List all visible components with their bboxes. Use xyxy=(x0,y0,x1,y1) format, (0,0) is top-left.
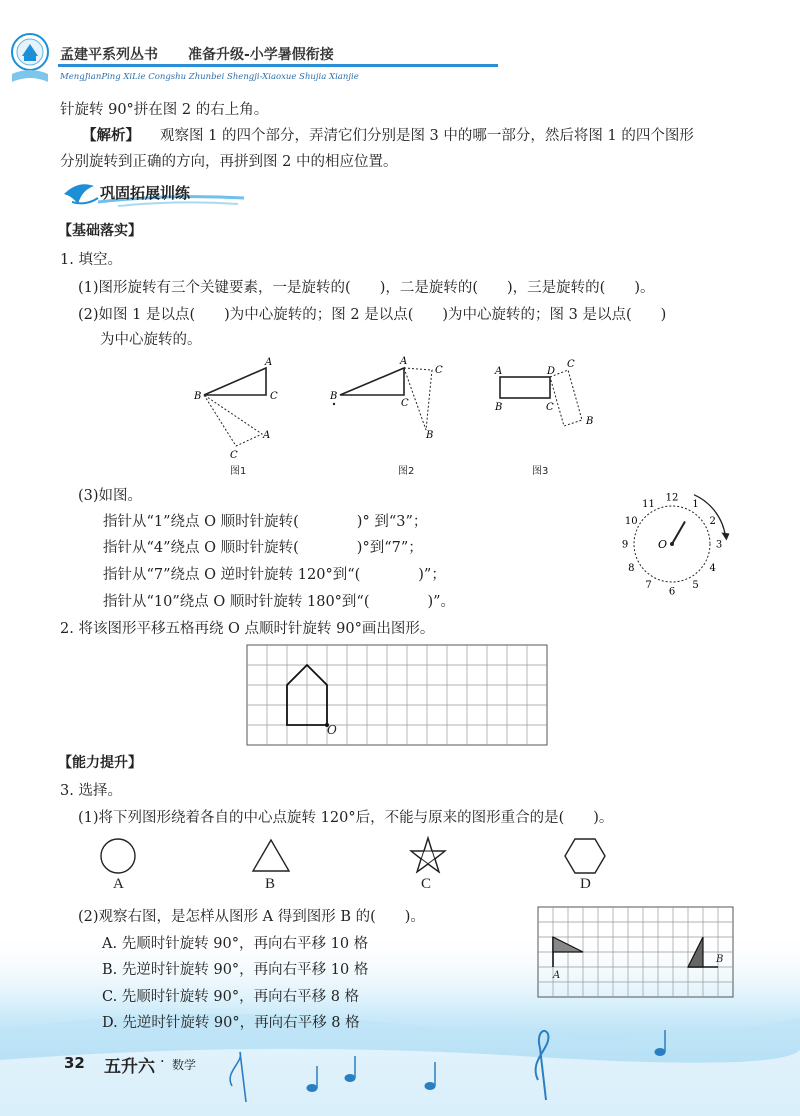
analysis-line-2: 分别旋转到正确的方向，再拼到图 2 中的相应位置。 xyxy=(60,154,398,170)
figure-1 xyxy=(193,357,278,461)
figure-3 xyxy=(494,359,593,427)
analysis-line-1: 观察图 1 的四个部分，弄清它们分别是图 3 中的哪一部分，然后将图 1 的四个图形 xyxy=(160,128,694,144)
clock-number-4: 4 xyxy=(709,563,716,574)
fig2-caption: 图2 xyxy=(398,466,415,477)
grid-border xyxy=(247,645,547,745)
footer-grade: 五升六 xyxy=(104,1057,155,1077)
footer-dot: · xyxy=(160,1054,165,1070)
clock-center-dot xyxy=(670,542,674,546)
section-title: 巩固拓展训练 xyxy=(100,184,191,202)
fig1-caption: 图1 xyxy=(230,466,247,477)
series-name: 孟建平系列丛书 xyxy=(60,47,158,63)
clock-diagram xyxy=(612,490,742,602)
fig1-label-c: C xyxy=(270,391,278,402)
analysis-label: 【解析】 xyxy=(82,128,140,144)
q3-option-d: D. 先逆时针旋转 90°，再向右平移 8 格 xyxy=(102,1015,360,1031)
hexagon-shape xyxy=(565,839,605,873)
rotation-grid xyxy=(536,905,736,1001)
q2-title: 2. 将该图形平移五格再绕 O 点顺时针旋转 90°画出图形。 xyxy=(60,621,435,637)
shape-label-a: A xyxy=(113,876,124,892)
fig3-label-b: B xyxy=(495,402,503,413)
clock-number-11: 11 xyxy=(642,498,655,510)
book-title: 准备升级-小学暑假衔接 xyxy=(188,47,334,63)
fig3-caption: 图3 xyxy=(532,466,549,477)
q1-part1: (1)图形旋转有三个关键要素，一是旋转的( )，二是旋转的( )，三是旋转的( )。 xyxy=(78,280,655,296)
q3-part2: (2)观察右图，是怎样从图形 A 得到图形 B 的( )。 xyxy=(78,909,425,925)
choice-shapes xyxy=(95,832,615,880)
page-number: 32 xyxy=(64,1054,85,1072)
fig3-label-c: C xyxy=(546,402,554,413)
fig1-label-a: A xyxy=(265,357,273,368)
clock-number-5: 5 xyxy=(692,580,699,592)
shape-label-c: C xyxy=(421,876,432,892)
header-pinyin: MengJianPing XiLie Congshu Zhunbei Shengji-Xiaoxue Shujia Xianjie xyxy=(60,72,359,82)
fig2-label-c2: C xyxy=(435,365,443,376)
clock-arrow-head xyxy=(721,532,729,540)
q3-title: 3. 选择。 xyxy=(60,783,122,799)
q1-part3-line-2: 指针从“4”绕点 O 顺时针旋转( )°到“7”； xyxy=(103,540,423,556)
clock-number-10: 10 xyxy=(624,516,638,527)
clock-number-3: 3 xyxy=(715,539,723,551)
grid-label-b: B xyxy=(716,954,724,965)
clock-number-6: 6 xyxy=(668,586,676,598)
clock-number-2: 2 xyxy=(709,516,716,527)
q1-part3-line-1: 指针从“1”绕点 O 顺时针旋转( )° 到“3”； xyxy=(103,514,428,530)
q3-option-b: B. 先逆时针旋转 90°，再向右平移 10 格 xyxy=(102,962,369,978)
clock-center-label: O xyxy=(658,538,668,551)
q3-option-c: C. 先顺时针旋转 90°，再向右平移 8 格 xyxy=(102,989,360,1005)
clock-number-12: 12 xyxy=(665,492,679,504)
advanced-label: 【能力提升】 xyxy=(58,755,142,771)
fig2-label-c: C xyxy=(401,398,409,409)
fig3-label-a: A xyxy=(495,366,503,377)
header xyxy=(0,0,800,100)
fig2-label-b: B xyxy=(330,391,338,402)
grid-label-a: A xyxy=(553,970,561,981)
q1-part3-line-4: 指针从“10”绕点 O 顺时针旋转 180°到“( )”。 xyxy=(103,594,456,610)
footer-subject: 数学 xyxy=(172,1058,197,1072)
fig3-label-b2: B xyxy=(586,416,594,427)
q1-part3-title: (3)如图。 xyxy=(78,488,143,504)
translation-grid xyxy=(245,643,549,747)
clock-number-9: 9 xyxy=(621,539,629,551)
clock-number-1: 1 xyxy=(692,498,699,510)
shape-label-b: B xyxy=(265,876,276,892)
q1-part2-line2: 为中心旋转的。 xyxy=(100,332,202,348)
q1-part3-line-3: 指针从“7”绕点 O 逆时针旋转 120°到“( )”； xyxy=(103,567,446,583)
fig2-label-b2: B xyxy=(426,430,434,441)
shape-label-d: D xyxy=(580,876,591,892)
fig1-label-b: B xyxy=(194,391,202,402)
fig3-label-c2: C xyxy=(567,359,575,370)
q1-part2-line1: (2)如图 1 是以点( )为中心旋转的；图 2 是以点( )为中心旋转的；图 3 是以点( ) xyxy=(78,307,667,323)
rotation-figures xyxy=(190,352,610,477)
q3-part1: (1)将下列图形绕着各自的中心点旋转 120°后，不能与原来的图形重合的是( )。 xyxy=(78,810,614,826)
star-inner-lines xyxy=(411,838,445,872)
q3-option-a: A. 先顺时针旋转 90°，再向右平移 10 格 xyxy=(102,936,369,952)
clock-hand xyxy=(672,521,685,544)
fig2-label-a: A xyxy=(400,356,408,367)
fig1-label-c2: C xyxy=(230,450,238,461)
q2-point-o-label: O xyxy=(327,723,337,737)
figure-2 xyxy=(329,356,443,441)
fig1-label-a2: A xyxy=(263,430,271,441)
triangle-shape xyxy=(253,840,289,871)
basic-label: 【基础落实】 xyxy=(58,223,142,239)
clock-number-7: 7 xyxy=(645,580,652,592)
clock-number-8: 8 xyxy=(628,563,635,574)
publisher-logo xyxy=(6,30,54,86)
header-rule xyxy=(58,62,498,70)
circle-shape xyxy=(101,839,135,873)
fig3-label-d: D xyxy=(547,366,556,377)
continued-line: 针旋转 90°拼在图 2 的右上角。 xyxy=(60,102,269,118)
q1-title: 1. 填空。 xyxy=(60,252,122,268)
